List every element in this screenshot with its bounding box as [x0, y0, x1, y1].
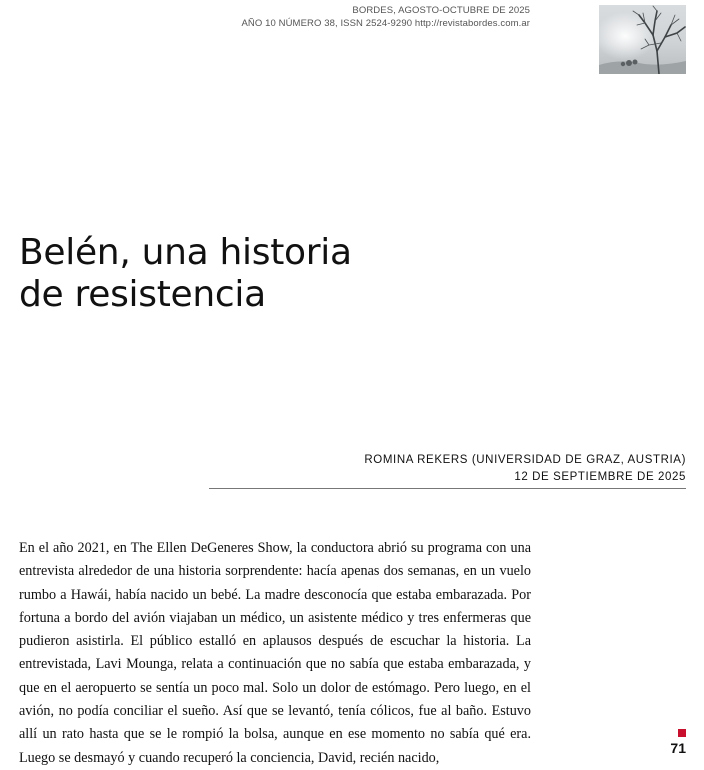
- page-number: 71: [670, 740, 686, 756]
- article-body: En el año 2021, en The Ellen DeGeneres Show, la conductora abrió su programa con una entrevista alrededor de una historia sorprendente: hacía apenas dos semanas, en un vuelo rumbo a Hawái, había nacido un bebé. La madre desconocía que estaba embarazada. Por fortuna a bordo del avión viajaban un médico, un asistente médico y tres enfermeras que pudieron asistirla. El público estalló en aplausos después de escuchar la historia. La entrevistada, Lavi Mounga, relata a continuación que no sabía que estaba embarazada, y que en el aeropuerto se sentía un poco mal. Solo un dolor de estómago. Pero luego, en el avión, no podía conciliar el sueño. Así que se levantó, tenía cólicos, fue al baño. Estuvo allí un rato hasta que se le rompió la bolsa, aunque en ese momento no sabía qué era. Luego se desmayó y cuando recuperó la conciencia, David, recién nacido,: [19, 540, 531, 766]
- journal-issue-date: BORDES, AGOSTO-OCTUBRE DE 2025: [352, 5, 530, 16]
- article-title-line-1: Belén, una historia: [19, 232, 352, 273]
- article-title: [19, 232, 479, 316]
- page-marker-square: [678, 729, 686, 737]
- byline-divider: [209, 488, 686, 489]
- article-title-line-2: de resistencia: [19, 274, 266, 315]
- byline: [364, 452, 686, 486]
- tree-photo-icon: [599, 5, 686, 74]
- author-name: ROMINA REKERS (UNIVERSIDAD DE GRAZ, AUSTRIA): [364, 454, 686, 466]
- journal-header: [242, 4, 531, 30]
- publication-date: 12 DE SEPTIEMBRE DE 2025: [514, 471, 686, 483]
- journal-issue-info: AÑO 10 NÚMERO 38, ISSN 2524-9290 http://revistabordes.com.ar: [241, 18, 530, 29]
